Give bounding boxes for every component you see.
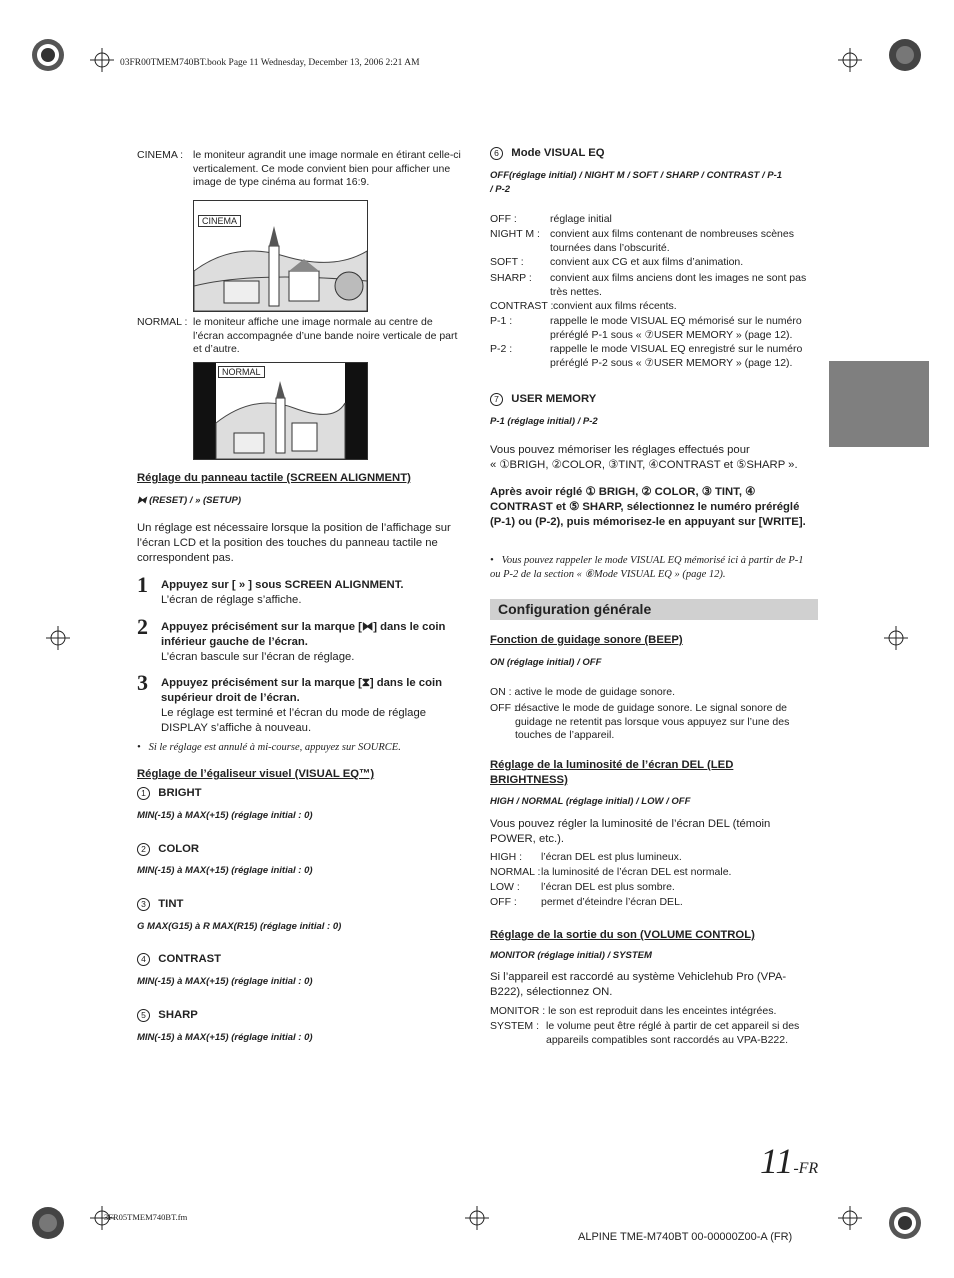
crosshair-top-right — [838, 48, 862, 72]
mode-visual-eq-options-1: OFF(réglage initial) / NIGHT M / SOFT / SHARP / CONTRAST / P-1 — [490, 170, 783, 181]
eq-range-bright: MIN(-15) à MAX(+15) (réglage initial : 0) — [137, 810, 313, 821]
def-term-contrast: CONTRAST : — [490, 300, 554, 312]
volume-options: MONITOR (réglage initial) / SYSTEM — [490, 950, 652, 961]
def-term-soft: SOFT : — [490, 256, 524, 268]
reset-label: (RESET) / — [149, 495, 193, 506]
led-def-normal: la luminosité de l’écran DEL est normale. — [541, 866, 732, 878]
user-memory-options: P-1 (réglage initial) / P-2 — [490, 416, 598, 427]
config-generale-title: Configuration générale — [498, 601, 652, 617]
normal-caption: NORMAL — [218, 366, 265, 378]
eq-item-sharp: 5 SHARP — [137, 1008, 198, 1023]
crosshair-bottom-right — [838, 1206, 862, 1230]
file-info-header: 03FR00TMEM740BT.book Page 11 Wednesday, December 13, 2006 2:21 AM — [120, 58, 420, 68]
screen-alignment-heading: Réglage du panneau tactile (SCREEN ALIGNMENT) — [137, 472, 411, 484]
led-heading-2: BRIGHTNESS) — [490, 774, 568, 786]
user-memory-title: 7 USER MEMORY — [490, 392, 596, 407]
eq-item-bright: 1 BRIGHT — [137, 786, 202, 801]
step-2-number: 2 — [137, 614, 148, 639]
step-2: Appuyez précisément sur la marque [⧓] dans le coin inférieur gauche de l’écran. L’écran bascule sur l’écran de réglage. — [161, 621, 446, 663]
normal-illustration — [193, 362, 368, 460]
led-term-low: LOW : — [490, 881, 520, 893]
footer-model: ALPINE TME-M740BT 00-00000Z00-A (FR) — [578, 1231, 793, 1243]
eq-range-color: MIN(-15) à MAX(+15) (réglage initial : 0) — [137, 865, 313, 876]
step-1: Appuyez sur [ » ] sous SCREEN ALIGNMENT. L’écran de réglage s’affiche. — [161, 579, 404, 606]
footer-file: 3FR05TMEM740BT.fm — [104, 1212, 188, 1222]
beep-off-def: désactive le mode de guidage sonore. Le signal sonore de guidage ne retentit pas lorsque vous appuyez sur l’une des touches de l’appareil. — [515, 702, 790, 741]
def-contrast: convient aux films récents. — [553, 300, 677, 312]
volume-system-term: SYSTEM : — [490, 1020, 540, 1032]
user-memory-text-2: « ①BRIGH, ②COLOR, ③TINT, ④CONTRAST et ⑤SHARP ». — [490, 459, 798, 471]
visual-eq-heading: Réglage de l’égaliseur visuel (VISUAL EQ™) — [137, 768, 375, 780]
led-term-off: OFF : — [490, 896, 517, 908]
def-p1: rappelle le mode VISUAL EQ mémorisé sur le numéro préréglé P-1 sous « ⑦USER MEMORY » (page 12). — [550, 315, 802, 341]
led-options: HIGH / NORMAL (réglage initial) / LOW / OFF — [490, 796, 691, 807]
user-memory-text-1: Vous pouvez mémoriser les réglages effectués pour — [490, 444, 750, 456]
volume-system-def: le volume peut être réglé à partir de cet appareil si des appareils compatibles sont raccordés au VPA-B222. — [546, 1020, 800, 1046]
beep-on: ON : active le mode de guidage sonore. — [490, 686, 676, 698]
reset-setup-subheading — [137, 495, 241, 506]
page-number: 11-FR — [760, 1141, 819, 1181]
eq-range-tint: G MAX(G15) à R MAX(R15) (réglage initial : 0) — [137, 921, 342, 932]
crosshair-right-mid — [884, 626, 908, 650]
bowtie-mark-icon: ⧓ — [361, 621, 374, 633]
def-off: réglage initial — [550, 213, 612, 225]
registration-mark-bottom-right — [887, 1205, 923, 1241]
volume-heading: Réglage de la sortie du son (VOLUME CONTROL) — [490, 929, 755, 941]
cinema-illustration — [193, 200, 368, 312]
registration-mark-top-right — [887, 37, 923, 73]
cinema-caption: CINEMA — [198, 215, 241, 227]
hourglass-mark-icon: ⧗ — [361, 677, 370, 689]
user-memory-note: • Vous pouvez rappeler le mode VISUAL EQ mémorisé ici à partir de P-1 ou P-2 de la section « ⑥Mode VISUAL EQ » (page 12). — [490, 555, 804, 580]
eq-item-contrast: 4 CONTRAST — [137, 952, 221, 967]
step-3: Appuyez précisément sur la marque [⧗] dans le coin supérieur droit de l’écran. Le réglage est terminé et l’écran du mode de réglage DISPLAY s’affiche à nouveau. — [161, 677, 443, 734]
eq-item-color: 2 COLOR — [137, 842, 199, 857]
crosshair-top-left — [90, 48, 114, 72]
led-def-high: l’écran DEL est plus lumineux. — [541, 851, 682, 863]
led-term-high: HIGH : — [490, 851, 523, 863]
step-3-number: 3 — [137, 670, 148, 695]
def-soft: convient aux CG et aux films d’animation. — [550, 256, 744, 268]
cinema-label: CINEMA : — [137, 149, 184, 161]
registration-mark-bottom-left — [30, 1205, 66, 1241]
eq-range-contrast: MIN(-15) à MAX(+15) (réglage initial : 0) — [137, 976, 313, 987]
setup-icon: » — [235, 579, 249, 591]
user-memory-instruction: Après avoir réglé ① BRIGH, ② COLOR, ③ TINT, ④ CONTRAST et ⑤ SHARP, sélectionnez le numéro préréglé (P-1) ou (P-2), puis mémorisez-le en appuyant sur [WRITE]. — [490, 486, 806, 528]
cinema-text: le moniteur agrandit une image normale en étirant celle-ci verticalement. Ce mode convient bien pour afficher une image de type cinéma au format 16:9. — [193, 149, 461, 188]
def-p2: rappelle le mode VISUAL EQ enregistré sur le numéro préréglé P-2 sous « ⑦USER MEMORY » (page 12). — [550, 343, 803, 369]
screen-alignment-note: • Si le réglage est annulé à mi-course, appuyez sur SOURCE. — [137, 742, 401, 753]
step-1-number: 1 — [137, 572, 148, 597]
eq-range-sharp: MIN(-15) à MAX(+15) (réglage initial : 0) — [137, 1032, 313, 1043]
led-def-low: l’écran DEL est plus sombre. — [541, 881, 675, 893]
def-term-sharp: SHARP : — [490, 272, 532, 284]
led-intro: Vous pouvez régler la luminosité de l’écran DEL (témoin POWER, etc.). — [490, 818, 771, 845]
eq-item-tint: 3 TINT — [137, 897, 183, 912]
beep-options: ON (réglage initial) / OFF — [490, 657, 602, 668]
beep-heading: Fonction de guidage sonore (BEEP) — [490, 634, 683, 646]
volume-monitor: MONITOR : le son est reproduit dans les enceintes intégrées. — [490, 1005, 777, 1017]
led-term-normal: NORMAL : — [490, 866, 541, 878]
normal-label: NORMAL : — [137, 316, 188, 328]
def-term-off: OFF : — [490, 213, 517, 225]
chapter-tab — [829, 361, 929, 447]
setup-icon: » — [195, 495, 201, 506]
normal-text: le moniteur affiche une image normale au centre de l’écran accompagnée d’une bande noire verticale de part et d’autre. — [193, 316, 458, 355]
volume-intro: Si l’appareil est raccordé au système Vehiclehub Pro (VPA-B222), sélectionnez ON. — [490, 971, 787, 998]
def-sharp: convient aux films anciens dont les images ne sont pas très nettes. — [550, 272, 807, 298]
def-nightm: convient aux films contenant de nombreuses scènes tournées dans l’obscurité. — [550, 228, 794, 254]
led-heading-1: Réglage de la luminosité de l’écran DEL (LED — [490, 759, 734, 771]
registration-mark-top-left — [30, 37, 66, 73]
def-term-p1: P-1 : — [490, 315, 513, 327]
beep-off-term: OFF : — [490, 702, 517, 714]
screen-alignment-intro: Un réglage est nécessaire lorsque la position de l’affichage sur l’écran LCD et la position des touches du panneau tactile ne correspondent pas. — [137, 522, 451, 564]
mode-visual-eq-title: 6 Mode VISUAL EQ — [490, 146, 605, 161]
crosshair-left-mid — [46, 626, 70, 650]
reset-icon: ⧓ — [137, 495, 147, 506]
setup-label: (SETUP) — [203, 495, 241, 506]
def-term-p2: P-2 : — [490, 343, 513, 355]
mode-visual-eq-options-2: / P-2 — [490, 184, 511, 195]
led-def-off: permet d’éteindre l’écran DEL. — [541, 896, 683, 908]
def-term-nightm: NIGHT M : — [490, 228, 540, 240]
crosshair-bottom-center — [465, 1206, 489, 1230]
